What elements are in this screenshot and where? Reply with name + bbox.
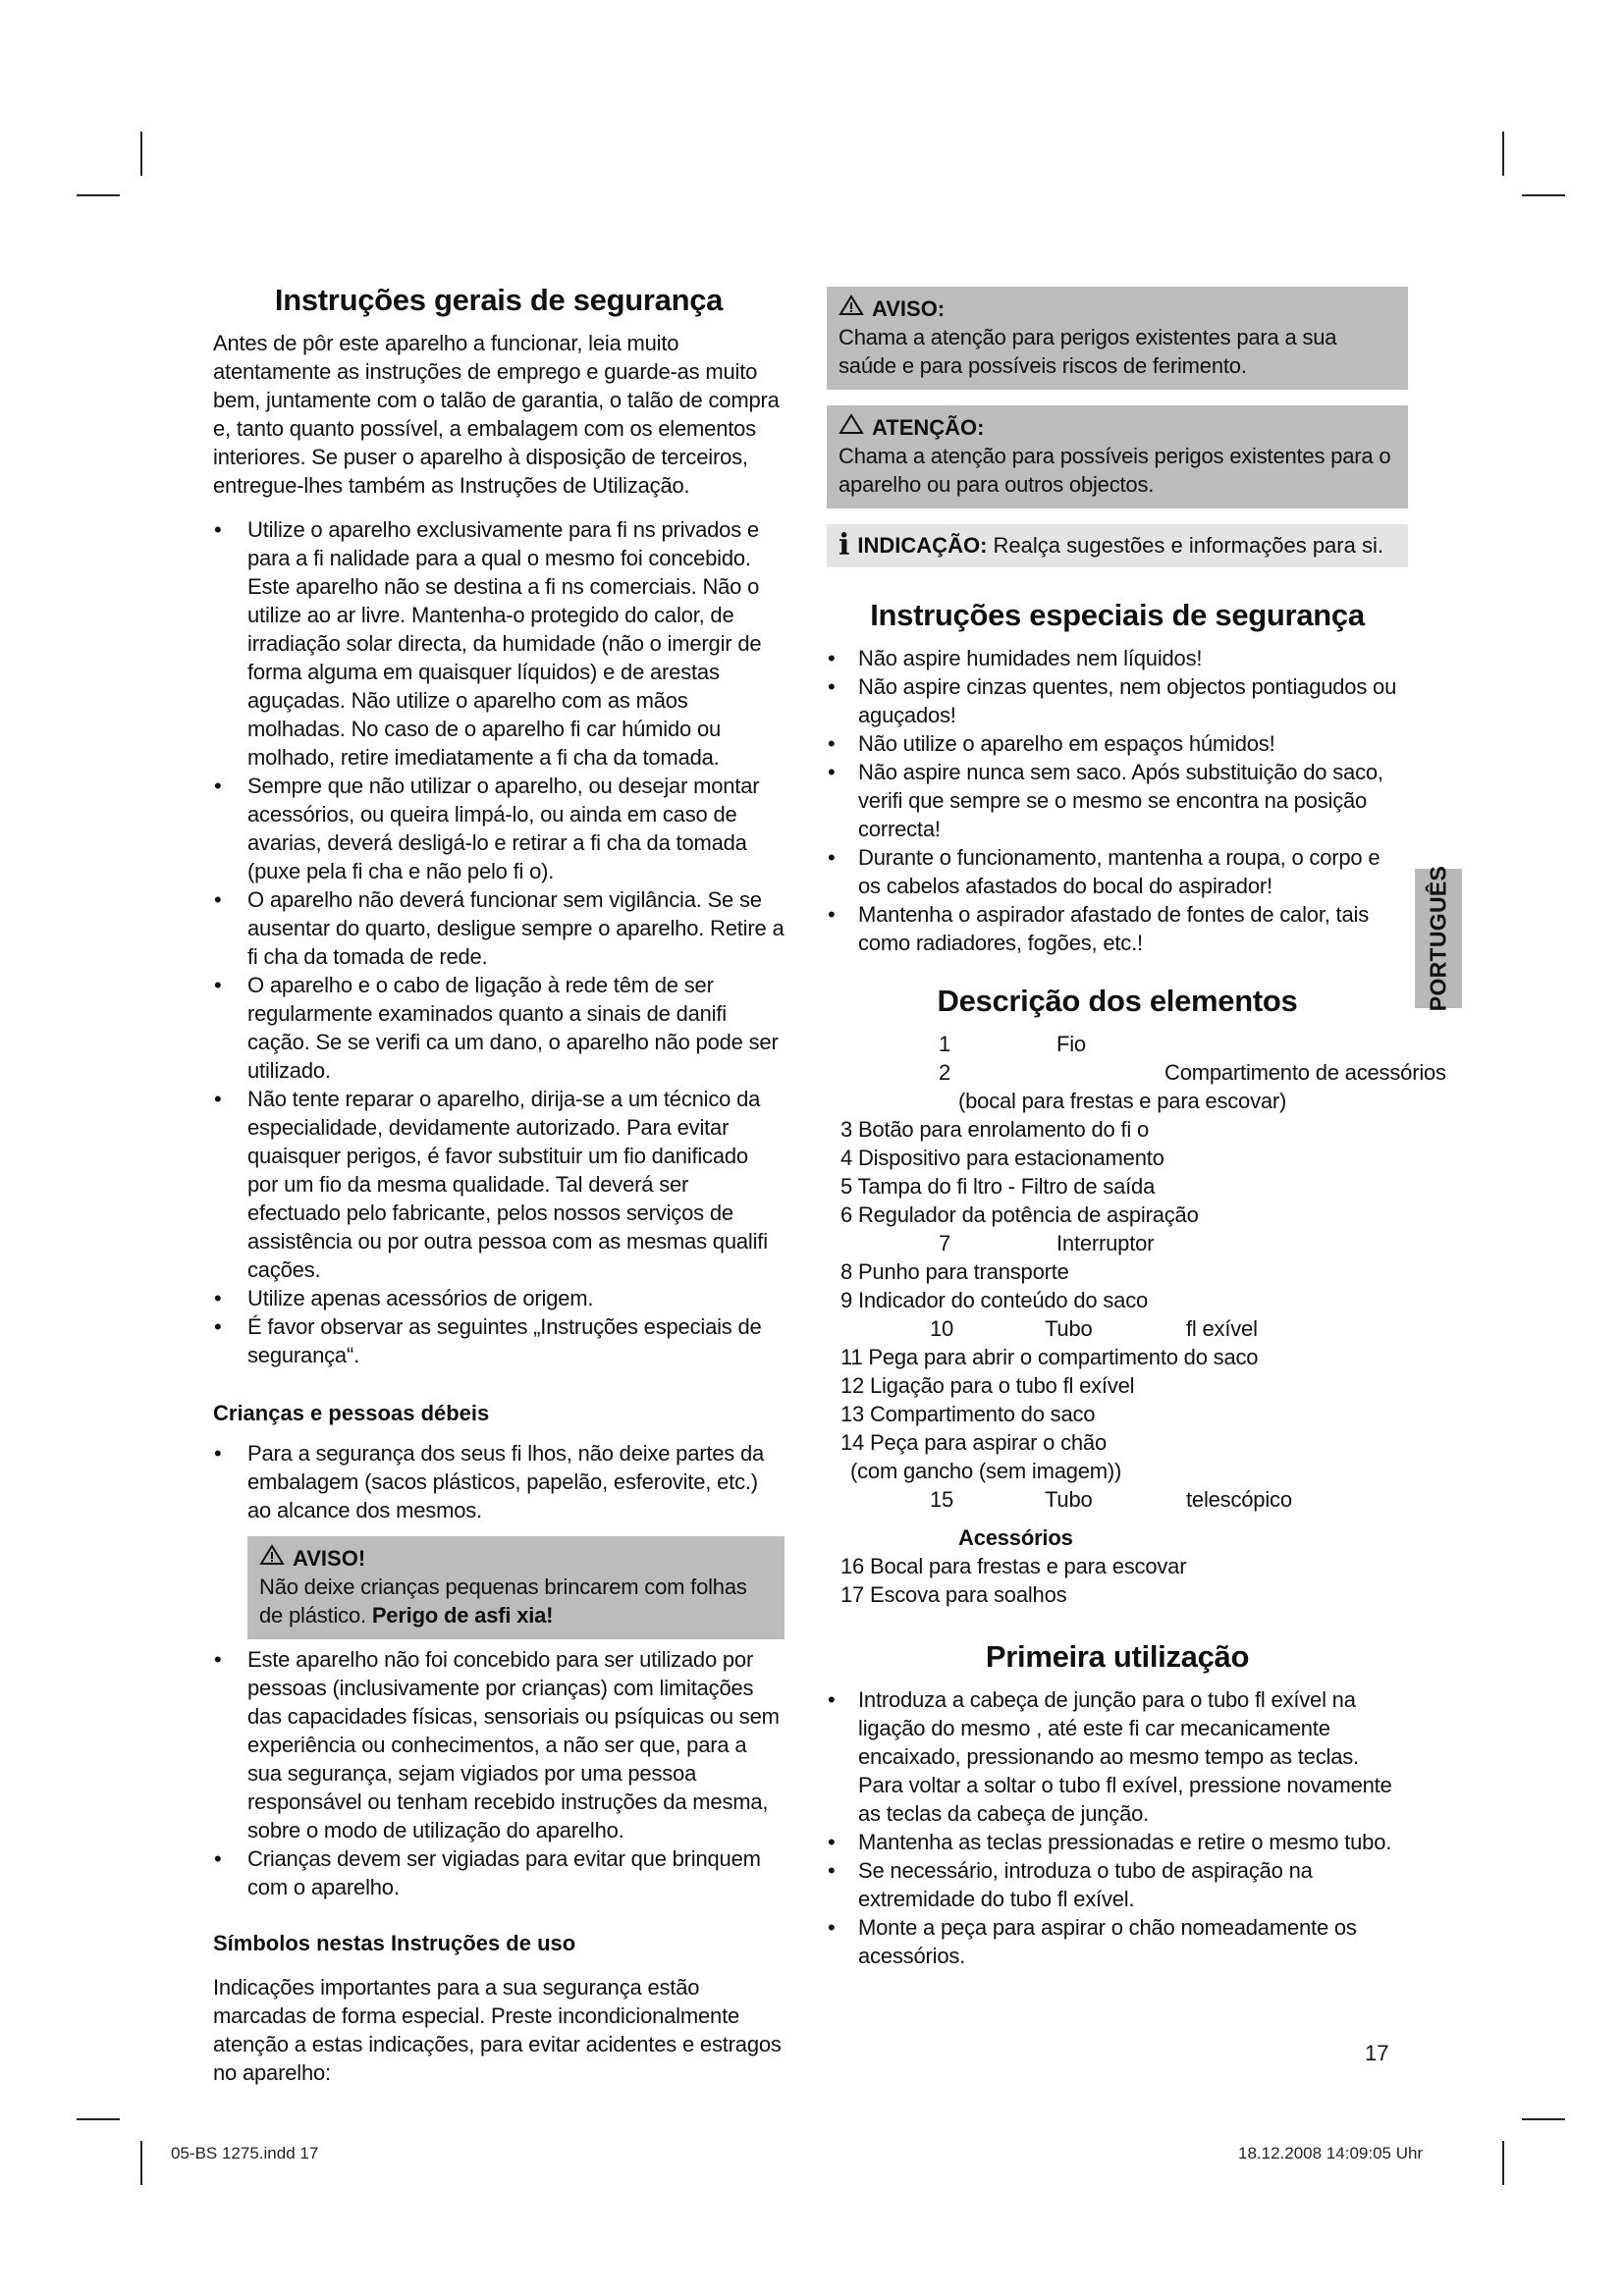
special-safety-list — [827, 644, 1408, 957]
list-item: • Se necessário, introduza o tubo de aspiração na extremidade do tubo fl exível. — [827, 1856, 1408, 1913]
children-heading: Crianças e pessoas débeis — [213, 1401, 490, 1425]
list-item: • Para a segurança dos seus fi lhos, não deixe partes da embalagem (sacos plásticos, papelão, esferovite, etc.) ao alcance dos mesmos. — [213, 1439, 785, 1524]
list-item: 5 Tampa do fi ltro - Filtro de saída — [840, 1174, 1156, 1199]
symbols-paragraph: Indicações importantes para a sua segurança estão marcadas de forma especial. Preste incondicionalmente atenção a estas indicações, para evitar acidentes e estragos no aparelho: — [213, 1975, 782, 2085]
list-item: 15 Tubo telescópico — [930, 1487, 1292, 1512]
list-item: • O aparelho não deverá funcionar sem vigilância. Se se ausentar do quarto, desligue sempre o aparelho. Retire a fi cha da tomada de rede. — [213, 885, 785, 971]
children-more-list — [213, 1645, 785, 1901]
footer-file: 05-BS 1275.indd 17 — [171, 2144, 319, 2163]
intro-paragraph: Antes de pôr este aparelho a funcionar, leia muito atentamente as instruções de emprego e guarde-as muito bem, juntamente com o talão de garantia, o talão de compra e, tanto quanto possível, a embalagem com os elementos interiores. Se puser o aparelho à disposição de terceiros, entregue-lhes também as Instruções de Utilização. — [213, 331, 780, 498]
list-item: 13 Compartimento do saco — [840, 1402, 1096, 1426]
list-item: • Utilize o aparelho exclusivamente para fi ns privados e para a fi nalidade para a qual o mesmo foi concebido. Este aparelho não se destina a fi ns comerciais. Não o utilize ao ar livre. Mantenha-o protegido do calor, de irradiação solar directa, da humidade (não o imergir de forma alguma em quaisquer líquidos) e de arestas aguçadas. Não utilize o aparelho com as mãos molhadas. No caso de o aparelho fi car húmido ou molhado, retire imediatamente a fi cha da tomada. — [213, 515, 785, 772]
accessories-heading: Acessórios — [958, 1525, 1073, 1550]
list-item: (bocal para frestas e para escovar) — [958, 1089, 1287, 1113]
aviso-title: AVISO: — [872, 296, 946, 321]
list-item: 16 Bocal para frestas e para escovar — [840, 1554, 1187, 1578]
warning-triangle-icon — [259, 1544, 285, 1573]
list-item: 12 Ligação para o tubo fl exível — [840, 1373, 1135, 1398]
list-item: 8 Punho para transporte — [840, 1259, 1069, 1284]
warning-title: AVISO! — [293, 1546, 366, 1571]
elements-list — [827, 1030, 1446, 1609]
list-item: 9 Indicador do conteúdo do saco — [840, 1288, 1149, 1312]
list-item: 2 Compartimento de acessórios — [939, 1060, 1446, 1085]
footer-date: 18.12.2008 14:09:05 Uhr — [1238, 2144, 1424, 2163]
general-safety-list — [213, 515, 785, 1369]
crop-mark — [77, 2118, 120, 2120]
list-item: • É favor observar as seguintes „Instruções especiais de segurança“. — [213, 1312, 785, 1369]
crop-mark — [1522, 2118, 1565, 2120]
indicacao-text: Realça sugestões e informações para si. — [993, 533, 1383, 558]
crop-mark — [1502, 132, 1504, 176]
indicacao-title: INDICAÇÃO: — [857, 533, 988, 558]
list-item: • Sempre que não utilizar o aparelho, ou desejar montar acessórios, ou queira limpá-lo, ou ainda em caso de avarias, deverá desligá-lo e retirar a fi cha da tomada (puxe pela fi cha e não pelo fi o). — [213, 772, 785, 885]
left-column — [213, 282, 785, 2087]
warning-emphasis: Perigo de asfi xia! — [371, 1603, 554, 1628]
list-item: • Não tente reparar o aparelho, dirija-se a um técnico da especialidade, devidamente autorizado. Para evitar quaisquer perigos, é favor substituir um fio danificado por um fio da mesma qualidade. Tal deverá ser efectuado pelo fabricante, pelos nossos serviços de assistência ou por outra pessoa com as mesmas qualifi cações. — [213, 1085, 785, 1284]
list-item: • Monte a peça para aspirar o chão nomeadamente os acessórios. — [827, 1913, 1408, 1970]
info-icon: i — [839, 528, 850, 562]
list-item: 6 Regulador da potência de aspiração — [840, 1202, 1199, 1227]
list-item: • O aparelho e o cabo de ligação à rede têm de ser regularmente examinados quanto a sinais de danifi cação. Se se verifi ca um dano, o aparelho não pode ser utilizado. — [213, 971, 785, 1085]
atencao-title: ATENÇÃO: — [872, 415, 985, 440]
language-tab-label: PORTUGUÊS — [1425, 865, 1451, 1012]
special-safety-title: Instruções especiais de segurança — [870, 598, 1365, 632]
caution-triangle-icon — [839, 413, 864, 442]
list-item: • Durante o funcionamento, mantenha a roupa, o corpo e os cabelos afastados do bocal do aspirador! — [827, 843, 1408, 900]
general-safety-title: Instruções gerais de segurança — [274, 283, 724, 317]
children-warning-box — [247, 1536, 785, 1639]
crop-mark — [1522, 194, 1565, 196]
list-item: 11 Pega para abrir o compartimento do saco — [840, 1345, 1259, 1369]
list-item: 3 Botão para enrolamento do fi o — [840, 1117, 1150, 1142]
crop-mark — [140, 2141, 142, 2185]
first-use-list — [827, 1685, 1408, 1970]
crop-mark — [1502, 2141, 1504, 2185]
list-item: • Não utilize o aparelho em espaços húmidos! — [827, 729, 1408, 758]
aviso-text: Chama a atenção para perigos existentes para a sua saúde e para possíveis riscos de ferimento. — [839, 325, 1337, 378]
list-item: (com gancho (sem imagem)) — [850, 1459, 1122, 1483]
list-item: • Não aspire nunca sem saco. Após substituição do saco, verifi que sempre se o mesmo se encontra na posição correcta! — [827, 758, 1408, 843]
warning-triangle-icon — [839, 294, 864, 323]
atencao-box — [827, 405, 1408, 508]
list-item: • Utilize apenas acessórios de origem. — [213, 1284, 785, 1312]
children-list — [213, 1439, 785, 1524]
list-item: 17 Escova para soalhos — [840, 1582, 1067, 1607]
warning-text: Não deixe crianças pequenas brincarem com folhas de plástico. — [259, 1575, 747, 1628]
elements-title: Descrição dos elementos — [937, 984, 1298, 1018]
list-item: 4 Dispositivo para estacionamento — [840, 1146, 1164, 1170]
aviso-box — [827, 287, 1408, 390]
atencao-text: Chama a atenção para possíveis perigos existentes para o aparelho ou para outros objectos. — [839, 444, 1391, 497]
first-use-title: Primeira utilização — [985, 1639, 1250, 1674]
list-item: • Não aspire cinzas quentes, nem objectos pontiagudos ou aguçados! — [827, 672, 1408, 729]
list-item: • Introduza a cabeça de junção para o tubo fl exível na ligação do mesmo , até este fi car mecanicamente encaixado, pressionando ao mesmo tempo as teclas. Para voltar a soltar o tubo fl exível, pressione novamente as teclas da cabeça de junção. — [827, 1685, 1408, 1828]
language-tab — [1415, 865, 1462, 1012]
list-item: • Mantenha as teclas pressionadas e retire o mesmo tubo. — [827, 1828, 1408, 1856]
list-item: 10 Tubo fl exível — [930, 1316, 1258, 1341]
page-number: 17 — [1365, 2041, 1389, 2065]
crop-mark — [77, 194, 120, 196]
list-item: • Crianças devem ser vigiadas para evitar que brinquem com o aparelho. — [213, 1844, 785, 1901]
list-item: • Mantenha o aspirador afastado de fontes de calor, tais como radiadores, fogões, etc.! — [827, 900, 1408, 957]
list-item: • Não aspire humidades nem líquidos! — [827, 644, 1408, 672]
list-item: 14 Peça para aspirar o chão — [840, 1430, 1107, 1455]
crop-mark — [140, 132, 142, 176]
symbols-heading: Símbolos nestas Instruções de uso — [213, 1931, 576, 1955]
list-item: 1 Fio — [939, 1032, 1086, 1056]
list-item: 7 Interruptor — [939, 1231, 1155, 1255]
indicacao-box — [827, 524, 1408, 567]
list-item: • Este aparelho não foi concebido para ser utilizado por pessoas (inclusivamente por crianças) com limitações das capacidades físicas, sensoriais ou psíquicas ou sem experiência ou conhecimentos, a não ser que, para a sua segurança, sejam vigiados por uma pessoa responsável ou tenham recebido instruções da mesma, sobre o modo de utilização do aparelho. — [213, 1645, 785, 1844]
